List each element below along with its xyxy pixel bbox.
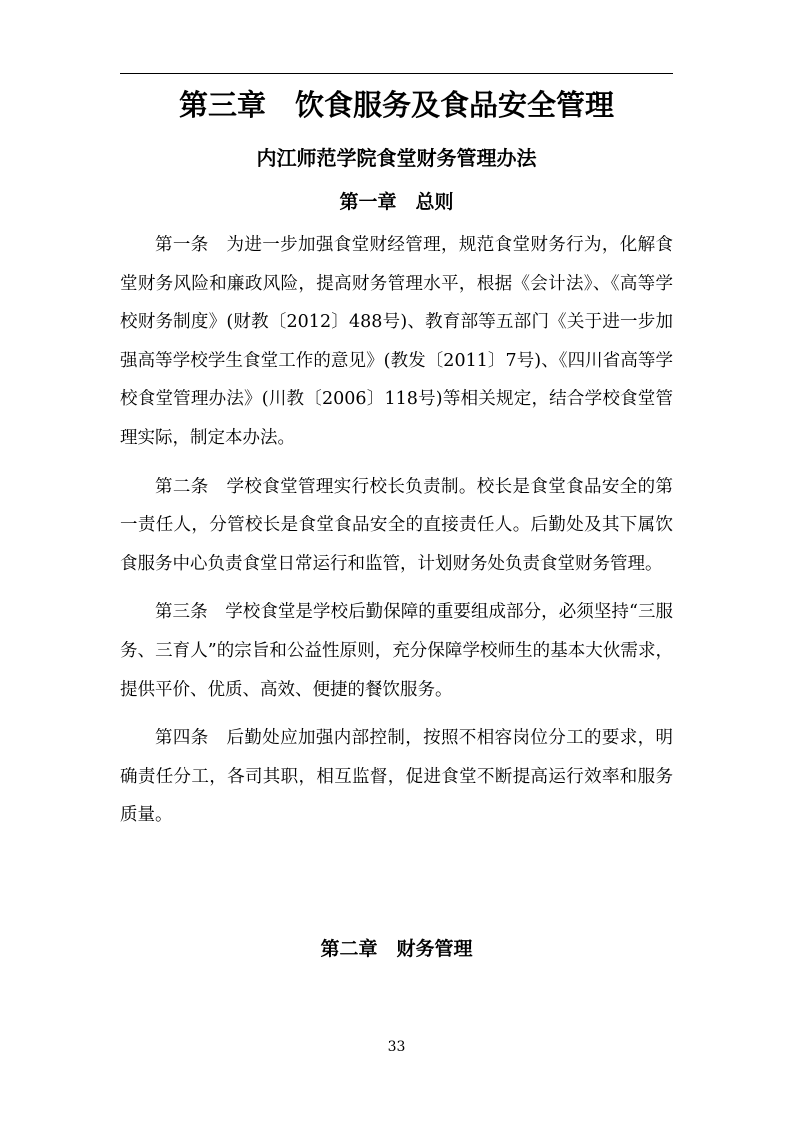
section-body-general bbox=[120, 226, 673, 845]
article-4: 第四条 后勤处应加强内部控制，按照不相容岗位分工的要求，明确责任分工，各司其职，相互监督，促进食堂不断提高运行效率和服务质量。 bbox=[120, 728, 673, 826]
section-heading-general: 第一章 总则 bbox=[339, 191, 454, 213]
document-title: 内江师范学院食堂财务管理办法 bbox=[256, 146, 537, 170]
chapter-title: 第三章 饮食服务及食品安全管理 bbox=[178, 88, 614, 122]
article-1: 第一条 为进一步加强食堂财经管理，规范食堂财务行为，化解食堂财务风险和廉政风险，提高财务管理水平，根据《会计法》、《高等学校财务制度》(财教〔2012〕488号)、教育部等五部门《关于进一步加强高等学校学生食堂工作的意见》(教发〔2011〕7号)、《四川省高等学校食堂管理办法》(川教〔2006〕118号)等相关规定，结合学校食堂管理实际，制定本办法。 bbox=[120, 235, 673, 448]
page-number: 33 bbox=[387, 1039, 406, 1055]
section-heading-finance: 第二章 财务管理 bbox=[320, 938, 473, 960]
article-2: 第二条 学校食堂管理实行校长负责制。校长是食堂食品安全的第一责任人，分管校长是食堂食品安全的直接责任人。后勤处及其下属饮食服务中心负责食堂日常运行和监管，计划财务处负责食堂财务管理。 bbox=[120, 476, 673, 574]
article-3: 第三条 学校食堂是学校后勤保障的重要组成部分，必须坚持“三服务、三育人”的宗旨和公益性原则，充分保障学校师生的基本大伙需求，提供平价、优质、高效、便捷的餐饮服务。 bbox=[120, 602, 673, 700]
header-rule bbox=[120, 73, 673, 74]
